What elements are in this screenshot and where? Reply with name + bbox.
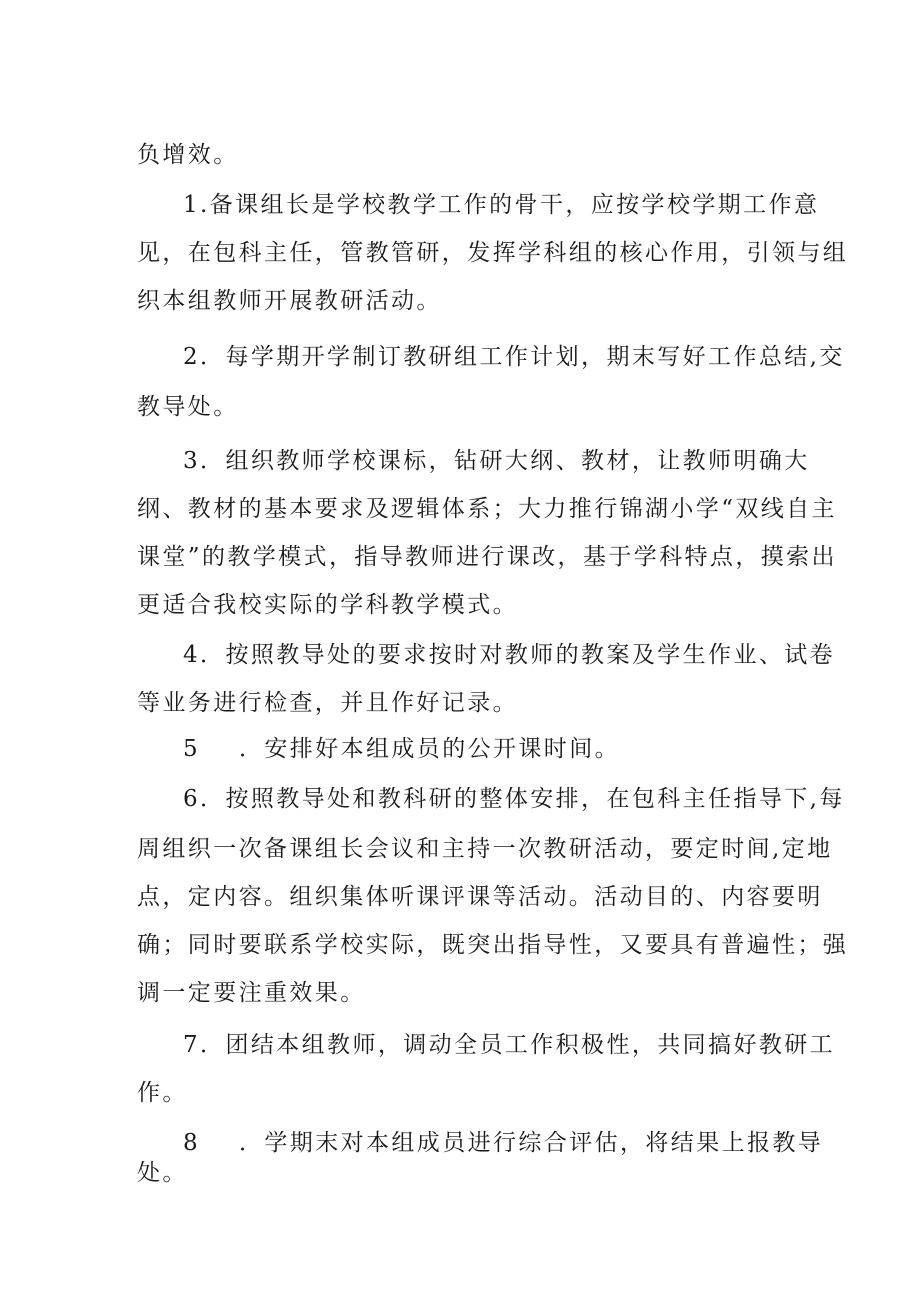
item-2-text: ．每学期开学制订教研组工作计划，期末写好工作总结,交 — [200, 344, 845, 370]
item-2-line — [183, 342, 845, 372]
item-7-line: 作。 — [137, 1080, 188, 1106]
item-2-line: 教导处。 — [137, 394, 239, 420]
item-3-line: 课堂”的教学模式，指导教师进行课改，基于学科特点，摸索出 — [137, 544, 837, 570]
item-6-line: 点，定内容。组织集体听课评课等活动。活动目的、内容要明 — [137, 884, 823, 910]
item-5-text: ．安排好本组成员的公开课时间。 — [239, 736, 620, 762]
item-4-text: ．按照教导处的要求按时对教师的教案及学生作业、试卷 — [200, 642, 836, 668]
item-1-line: 1.备课组长是学校教学工作的骨干，应按学校学期工作意 — [183, 192, 820, 218]
item-7-number: 7 — [183, 1032, 201, 1058]
item-2-number: 2 — [183, 344, 201, 370]
item-1-line: 见，在包科主任，管教管研，发挥学科组的核心作用，引领与组 — [137, 240, 849, 266]
item-3-text: ．组织教师学校课标，钻研大纲、教材，让教师明确大 — [200, 448, 810, 474]
item-3-line: 更适合我校实际的学科教学模式。 — [137, 592, 518, 618]
item-4-line: 等业务进行检查，并且作好记录。 — [137, 690, 518, 716]
item-6-line — [183, 784, 845, 814]
item-3-number: 3 — [183, 448, 201, 474]
item-3-line: 纲、教材的基本要求及逻辑体系；大力推行锦湖小学“双线自主 — [137, 496, 837, 522]
item-5-number: 5 — [183, 736, 201, 762]
item-6-line: 确；同时要联系学校实际，既突出指导性，又要具有普遍性；强 — [137, 932, 849, 958]
item-4-line — [183, 640, 835, 670]
item-8-number: 8 — [183, 1130, 201, 1156]
text-line: 负增效。 — [137, 142, 239, 168]
item-6-line: 调一定要注重效果。 — [137, 980, 366, 1006]
item-3-line — [183, 446, 810, 476]
item-6-text: ．按照教导处和教科研的整体安排，在包科主任指导下,每 — [200, 786, 845, 812]
item-5-line — [183, 734, 620, 764]
item-7-line — [183, 1030, 835, 1060]
item-4-number: 4 — [183, 642, 201, 668]
item-8-line — [183, 1128, 823, 1158]
item-1-line: 织本组教师开展教研活动。 — [137, 288, 442, 314]
item-8-text: ．学期末对本组成员进行综合评估，将结果上报教导 — [239, 1130, 824, 1156]
item-8-line: 处。 — [137, 1160, 188, 1186]
item-7-text: ．团结本组教师，调动全员工作积极性，共同搞好教研工 — [200, 1032, 836, 1058]
item-6-line: 周组织一次备课组长会议和主持一次教研活动，要定时间,定地 — [137, 836, 833, 862]
item-6-number: 6 — [183, 786, 201, 812]
